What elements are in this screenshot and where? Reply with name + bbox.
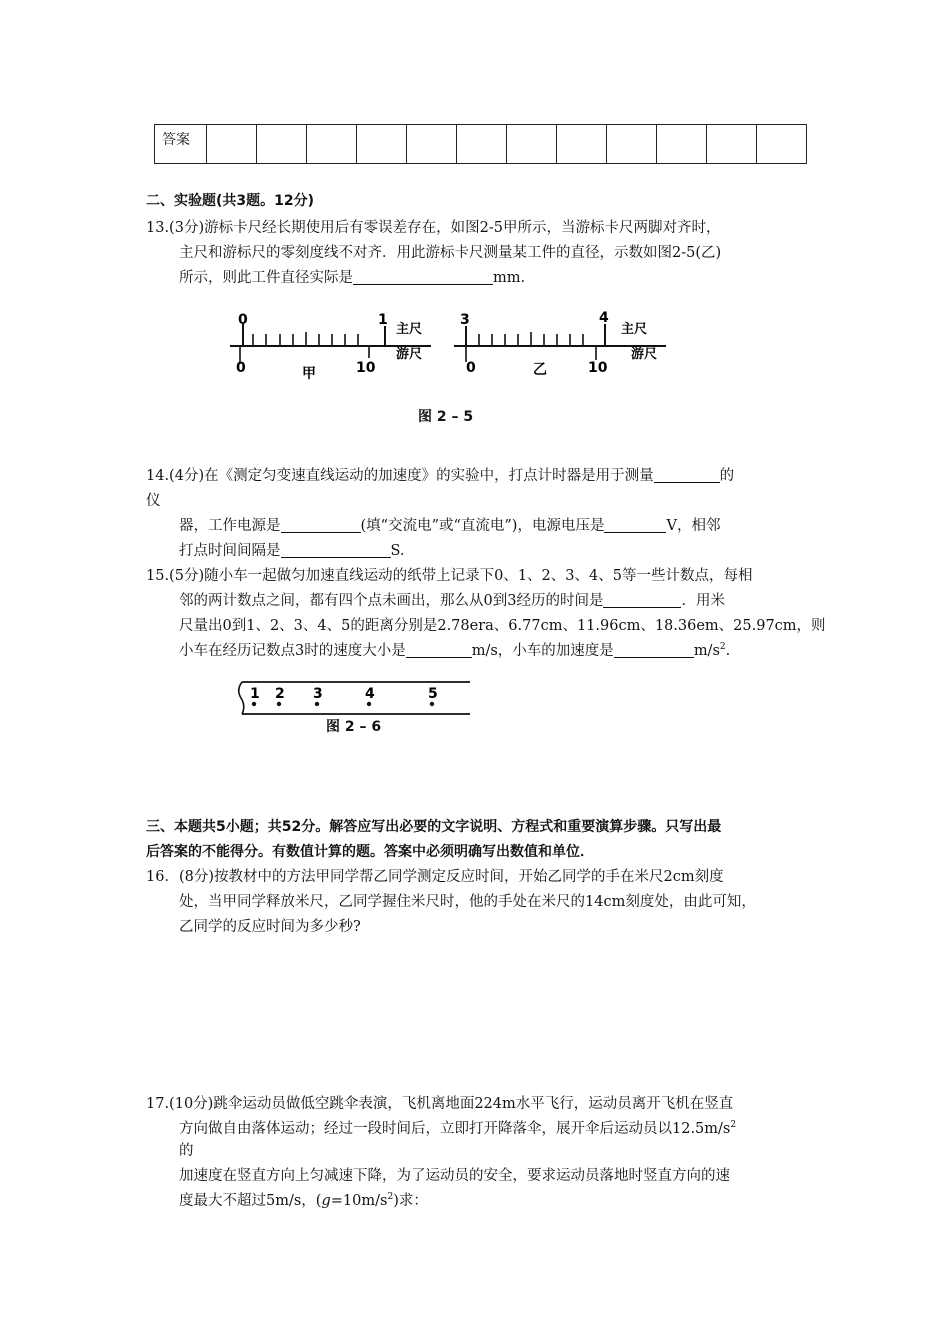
answer-cell-4[interactable] <box>357 125 407 164</box>
yi-vernier-10: 10 <box>588 360 608 376</box>
answer-cell-9[interactable] <box>607 125 657 164</box>
q13-line3-pre: 所示，则此工件直径实际是 <box>179 270 353 286</box>
answer-cell-6[interactable] <box>457 125 507 164</box>
answer-cell-5[interactable] <box>407 125 457 164</box>
q17-line5-mid: =10m/s <box>330 1193 388 1209</box>
q14-line4-post: S. <box>390 543 405 559</box>
fig25-caption: 图 2 – 5 <box>418 409 474 425</box>
caliper-yi <box>454 310 666 378</box>
q14-blank-interval[interactable] <box>281 541 391 558</box>
answer-cell-10[interactable] <box>657 125 707 164</box>
answer-cell-12[interactable] <box>757 125 807 164</box>
q14-blank-power[interactable] <box>281 516 361 533</box>
q14-blank-measure[interactable] <box>654 466 720 483</box>
q15-blank-accel[interactable] <box>614 641 694 658</box>
answer-cell-3[interactable] <box>307 125 357 164</box>
tape-dot-1 <box>252 702 256 706</box>
q15-line3: 尺量出0到1、2、3、4、5的距离分别是2.78era、6.77cm、11.96cm、18.36em、25.97cm，则 <box>179 618 826 634</box>
answer-row <box>155 125 807 164</box>
fig26-caption: 图 2 – 6 <box>326 719 382 735</box>
q16-line3: 乙同学的反应时间为多少秒? <box>179 919 361 935</box>
q15-line2-post: ．用米 <box>681 593 725 609</box>
q13-line3 <box>179 267 525 289</box>
answer-label: 答案 <box>155 125 207 164</box>
tape-point-label-5: 5 <box>428 686 438 702</box>
q15-line2-pre: 邻的两计数点之间，都有四个点未画出，那么从0到3经历的时间是 <box>179 593 604 609</box>
jia-main-label: 主尺 <box>396 322 423 337</box>
yi-main-3: 3 <box>460 312 470 328</box>
answer-table <box>154 124 807 164</box>
yi-vernier-0: 0 <box>466 360 476 376</box>
tape-dot-4 <box>367 702 371 706</box>
yi-main-label: 主尺 <box>621 322 648 337</box>
tape-torn-end <box>239 682 244 714</box>
q14-blank-voltage[interactable] <box>604 516 666 533</box>
jia-vernier-0: 0 <box>236 360 246 376</box>
q14-line1 <box>146 465 734 487</box>
tape-point-label-2: 2 <box>275 686 285 702</box>
q15-line4 <box>179 640 730 662</box>
q17-line2 <box>179 1118 736 1140</box>
jia-vernier-ticks <box>240 332 369 364</box>
q14-line3-mid: (填“交流电”或“直流电”)，电源电压是 <box>360 518 605 534</box>
q14-line4 <box>179 540 405 562</box>
q17-line5-sup: 2 <box>387 1192 394 1203</box>
answer-cell-8[interactable] <box>557 125 607 164</box>
q17-line3: 的 <box>179 1143 194 1159</box>
q17-line5 <box>179 1190 428 1212</box>
yi-vernier-label: 游尺 <box>631 347 658 362</box>
q13-line2: 主尺和游标尺的零刻度线不对齐．用此游标卡尺测量某工件的直径，示数如图2-5(乙) <box>179 245 722 261</box>
vernier-caliper-figure <box>226 306 676 396</box>
q14-line1-post: 的 <box>719 468 735 484</box>
jia-vernier-10: 10 <box>356 360 376 376</box>
q15-line4-pre: 小车在经历记数点3时的速度大小是 <box>179 643 406 659</box>
q13-line3-post: mm. <box>493 270 526 286</box>
q15-line4-end: . <box>725 643 731 659</box>
q16-line1: 16．(8分)按教材中的方法甲同学帮乙同学测定反应时间，开始乙同学的手在米尺2cm刻度 <box>146 869 724 885</box>
tape-point-label-3: 3 <box>313 686 323 702</box>
q16-line2: 处，当甲同学释放米尺，乙同学握住米尺时，他的手处在米尺的14cm刻度处，由此可知， <box>179 894 756 910</box>
jia-main-1: 1 <box>378 312 388 328</box>
q14-line4-pre: 打点时间间隔是 <box>179 543 281 559</box>
yi-main-4: 4 <box>599 310 609 326</box>
q14-line3-post: V，相邻 <box>666 518 721 534</box>
q17-line1: 17.(10分)跳伞运动员做低空跳伞表演，飞机离地面224m水平飞行，运动员离开飞机在竖直 <box>146 1096 734 1112</box>
section3-heading-line2: 后答案的不能得分。有数值计算的题。答案中必须明确写出数值和单位． <box>146 844 594 860</box>
answer-cell-7[interactable] <box>507 125 557 164</box>
q15-line4-mid: m/s，小车的加速度是 <box>471 643 614 659</box>
answer-cell-1[interactable] <box>207 125 257 164</box>
jia-vernier-label: 游尺 <box>396 347 423 362</box>
q14-line3-pre: 器，工作电源是 <box>179 518 281 534</box>
q15-line2 <box>179 590 725 612</box>
section3-heading-line1: 三、本题共5小题；共52分。解答应写出必要的文字说明、方程式和重要演算步骤。只写出最 <box>146 819 722 835</box>
q13-answer-blank[interactable] <box>353 268 493 285</box>
q17-line5-g: g <box>321 1193 331 1209</box>
q17-line2-sup: 2 <box>730 1120 737 1131</box>
tape-dot-2 <box>277 702 281 706</box>
q13-line1: 13.(3分)游标卡尺经长期使用后有零误差存在，如图2-5甲所示，当游标卡尺两脚对齐时， <box>146 220 721 236</box>
q14-line3 <box>179 515 720 537</box>
jia-label: 甲 <box>302 366 316 382</box>
caliper-jia <box>230 312 431 382</box>
q15-line1: 15.(5分)随小车一起做匀加速直线运动的纸带上记录下0、1、2、3、4、5等一些计数点，每相 <box>146 568 753 584</box>
q17-line5-pre: 度最大不超过5m/s，( <box>179 1193 322 1209</box>
tape-dot-3 <box>315 702 319 706</box>
jia-main-0: 0 <box>238 312 248 328</box>
q17-line4: 加速度在竖直方向上匀减速下降，为了运动员的安全，要求运动员落地时竖直方向的速 <box>179 1168 730 1184</box>
answer-cell-2[interactable] <box>257 125 307 164</box>
answer-cell-11[interactable] <box>707 125 757 164</box>
q17-line2-pre: 方向做自由落体运动；经过一段时间后，立即打开降落伞，展开伞后运动员以12.5m/s <box>179 1121 731 1137</box>
q15-line4-sup: 2 <box>719 642 726 653</box>
q15-blank-time[interactable] <box>603 591 681 608</box>
q15-blank-speed[interactable] <box>406 641 472 658</box>
section2-heading: 二、实验题(共3题。12分) <box>146 193 315 209</box>
tape-point-label-4: 4 <box>365 686 375 702</box>
q14-line1-pre: 14.(4分)在《测定匀变速直线运动的加速度》的实验中，打点计时器是用于测量 <box>146 468 654 484</box>
q15-line4-post: m/s <box>693 643 720 659</box>
q14-line2: 仪 <box>146 493 161 509</box>
yi-label: 乙 <box>533 362 547 378</box>
tape-dot-5 <box>430 702 434 706</box>
tape-point-label-1: 1 <box>250 686 260 702</box>
q17-line5-post: )求： <box>393 1193 428 1209</box>
